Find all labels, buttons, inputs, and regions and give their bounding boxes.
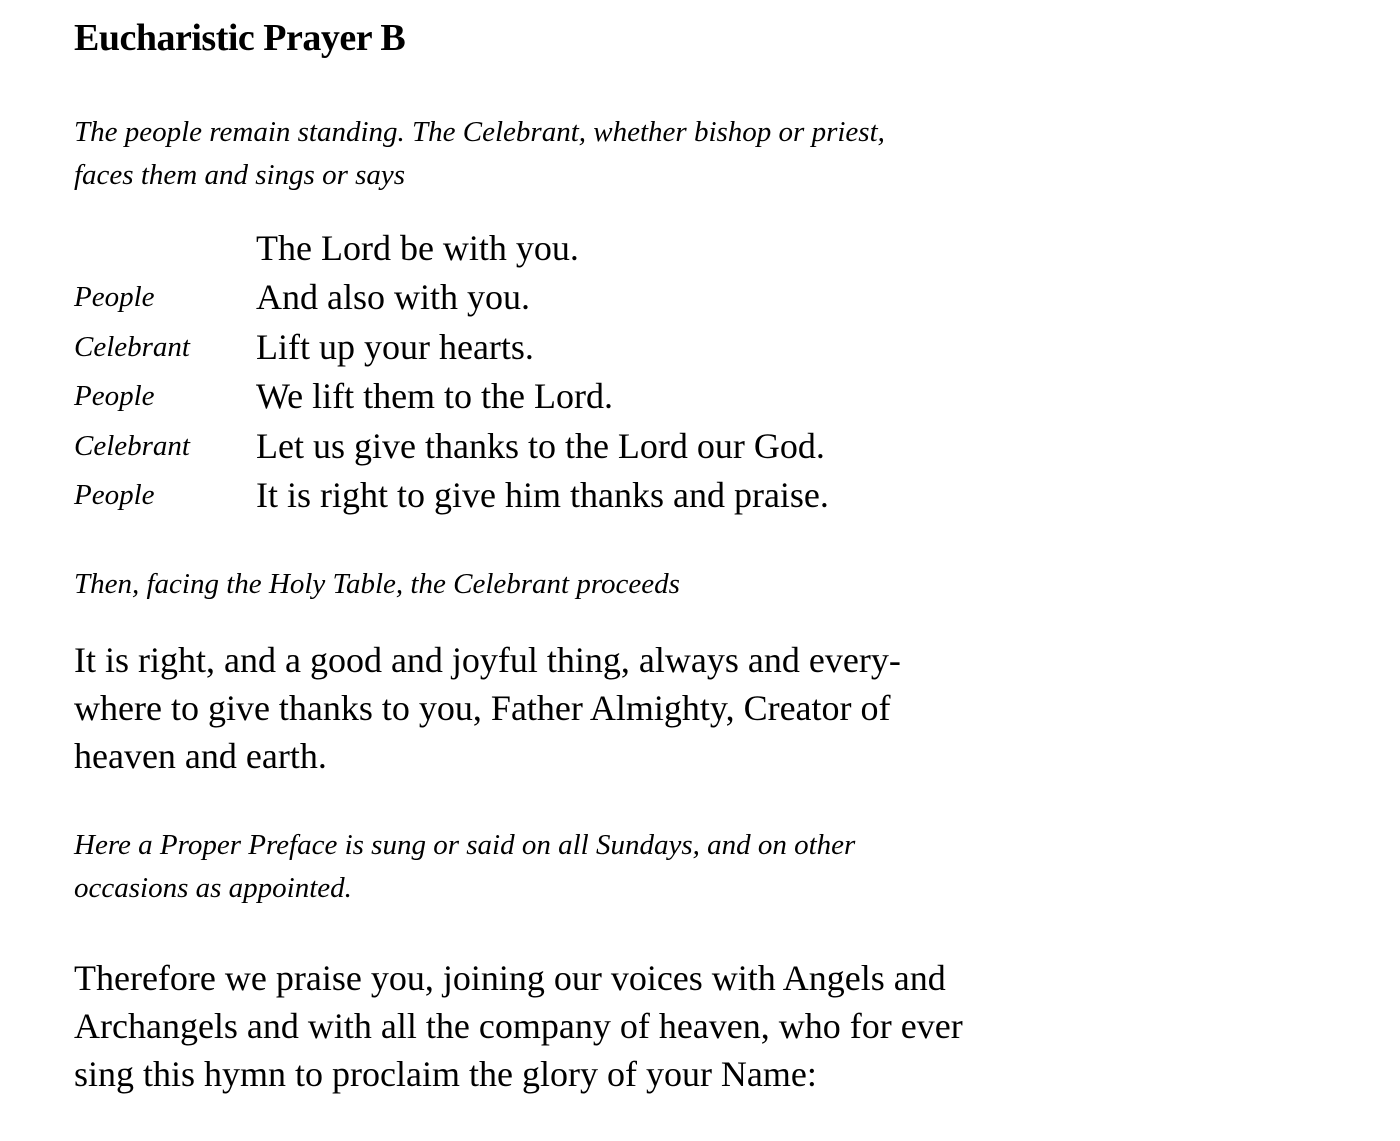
- dialogue-row: [74, 273, 1174, 322]
- dialogue-line: It is right to give him thanks and praise.: [256, 474, 829, 515]
- dialogue-row: [74, 471, 1174, 520]
- paragraph-line: Therefore we praise you, joining our voices with Angels and: [74, 958, 946, 998]
- page-title: Eucharistic Prayer B: [74, 17, 406, 59]
- rubric-opening: [74, 111, 1154, 197]
- speaker-label: Celebrant: [74, 429, 190, 462]
- dialogue-line: Let us give thanks to the Lord our God.: [256, 425, 825, 466]
- speaker-label: People: [74, 281, 155, 314]
- paragraph-line: where to give thanks to you, Father Almighty, Creator of: [74, 688, 891, 728]
- paragraph-line: Archangels and with all the company of heaven, who for ever: [74, 1006, 963, 1046]
- rubric-proceeds: Then, facing the Holy Table, the Celebrant proceeds: [74, 568, 680, 600]
- rubric-proper-preface: [74, 824, 1154, 910]
- speaker-label: Celebrant: [74, 330, 190, 363]
- dialogue-row: [74, 224, 1174, 273]
- rubric-line: faces them and sings or says: [74, 159, 406, 191]
- preface-paragraph: [74, 636, 1084, 780]
- dialogue-row: [74, 323, 1174, 372]
- rubric-line: The people remain standing. The Celebrant, whether bishop or priest,: [74, 116, 885, 148]
- dialogue-row: [74, 422, 1174, 471]
- rubric-line: occasions as appointed.: [74, 872, 352, 904]
- dialogue-line: And also with you.: [256, 277, 530, 318]
- dialogue-block: [74, 224, 1174, 520]
- dialogue-line: Lift up your hearts.: [256, 326, 534, 367]
- speaker-label: People: [74, 380, 155, 413]
- rubric-line: Here a Proper Preface is sung or said on all Sundays, and on other: [74, 829, 856, 861]
- speaker-label: People: [74, 478, 155, 511]
- paragraph-line: sing this hymn to proclaim the glory of your Name:: [74, 1054, 817, 1094]
- dialogue-line: The Lord be with you.: [256, 228, 579, 268]
- paragraph-line: It is right, and a good and joyful thing, always and every-: [74, 640, 901, 680]
- dialogue-row: [74, 372, 1174, 421]
- sanctus-intro-paragraph: [74, 954, 1159, 1098]
- dialogue-line: We lift them to the Lord.: [256, 376, 614, 417]
- paragraph-line: heaven and earth.: [74, 736, 327, 776]
